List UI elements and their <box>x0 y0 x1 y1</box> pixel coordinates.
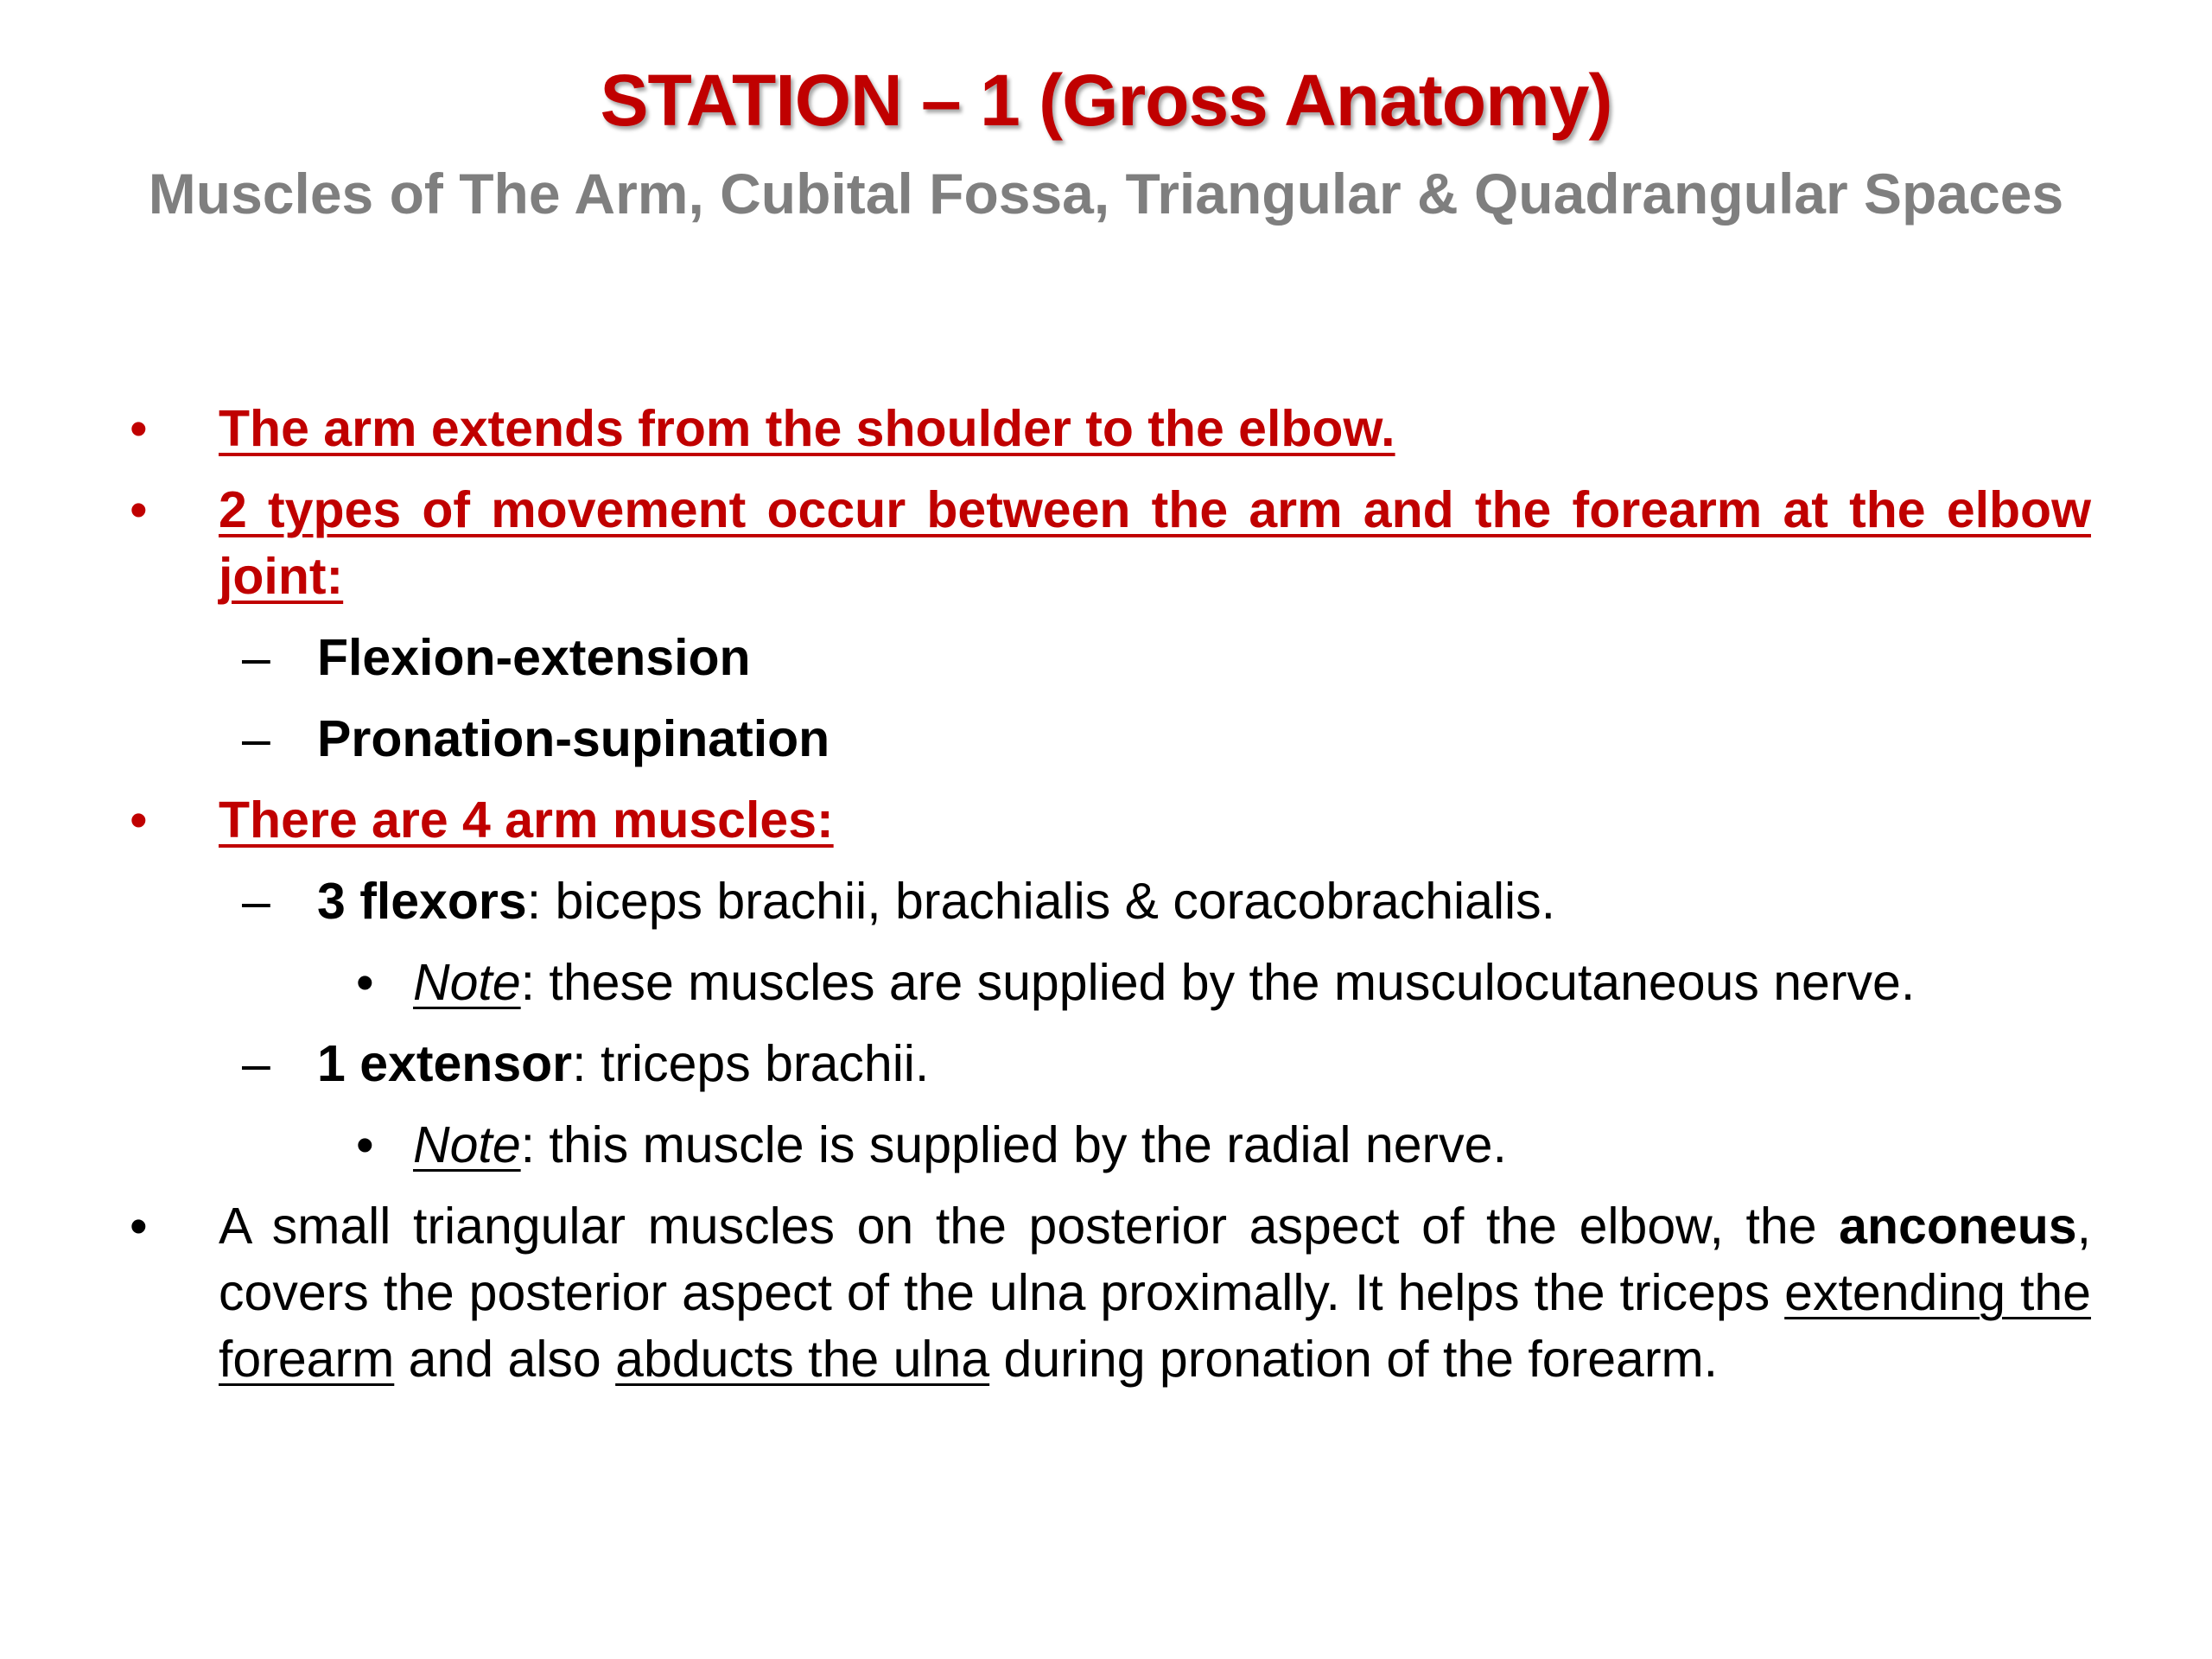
sub-item-pronation-supination <box>130 706 2091 772</box>
slide-subtitle: Muscles of The Arm, Cubital Fossa, Triangular & Quadrangular Spaces <box>148 162 2064 226</box>
sub-item-label: 1 extensor <box>317 1035 573 1092</box>
dash-marker: – <box>242 710 270 767</box>
note-text: : these muscles are supplied by the musculocutaneous nerve. <box>520 954 1916 1011</box>
sub-item-text: : biceps brachii, brachialis & coracobrachialis. <box>526 873 1556 930</box>
slide-body <box>130 396 2091 1408</box>
bullet-movement-types <box>130 477 2091 610</box>
anconeus-underline-2: abducts the ulna <box>615 1331 990 1388</box>
note-extensor-nerve <box>130 1112 2091 1179</box>
bullet-marker: • <box>356 1116 374 1173</box>
anconeus-underline-1: extending the forearm <box>219 1264 2091 1388</box>
anconeus-text-1: A small triangular muscles on the posterior aspect of the elbow, the <box>219 1198 1840 1255</box>
dash-marker: – <box>242 629 270 686</box>
sub-item-flexion-extension <box>130 625 2091 691</box>
bullet-marker: • <box>130 481 148 538</box>
bullet-arm-muscles <box>130 787 2091 854</box>
bullet-marker: • <box>130 400 148 457</box>
bullet-marker: • <box>130 1198 148 1255</box>
slide-title: STATION – 1 (Gross Anatomy) <box>600 60 1612 141</box>
note-label: Note <box>413 954 521 1011</box>
note-flexors-nerve <box>130 950 2091 1016</box>
bullet-text: There are 4 arm muscles: <box>219 791 834 849</box>
note-text: : this muscle is supplied by the radial nerve. <box>520 1116 1507 1173</box>
anconeus-text-3: and also <box>394 1331 616 1388</box>
anconeus-text-4: during pronation of the forearm. <box>989 1331 1719 1388</box>
bullet-marker: • <box>130 791 148 849</box>
sub-item-flexors <box>130 868 2091 935</box>
sub-item-text: Pronation-supination <box>317 710 830 767</box>
dash-marker: – <box>242 873 270 930</box>
note-label: Note <box>413 1116 521 1173</box>
bullet-text: 2 types of movement occur between the arm and the forearm at the elbow joint: <box>219 481 2091 605</box>
bullet-marker: • <box>356 954 374 1011</box>
sub-item-text: Flexion-extension <box>317 629 751 686</box>
anconeus-term: anconeus <box>1839 1198 2077 1255</box>
dash-marker: – <box>242 1035 270 1092</box>
sub-item-text: : triceps brachii. <box>572 1035 930 1092</box>
bullet-text: The arm extends from the shoulder to the elbow. <box>219 400 1395 457</box>
sub-item-extensor <box>130 1031 2091 1097</box>
bullet-anconeus <box>130 1193 2091 1393</box>
sub-item-label: 3 flexors <box>317 873 527 930</box>
bullet-arm-extent <box>130 396 2091 462</box>
anconeus-text-2: , covers the posterior aspect of the ulna proximally. It helps the triceps <box>219 1198 2091 1321</box>
